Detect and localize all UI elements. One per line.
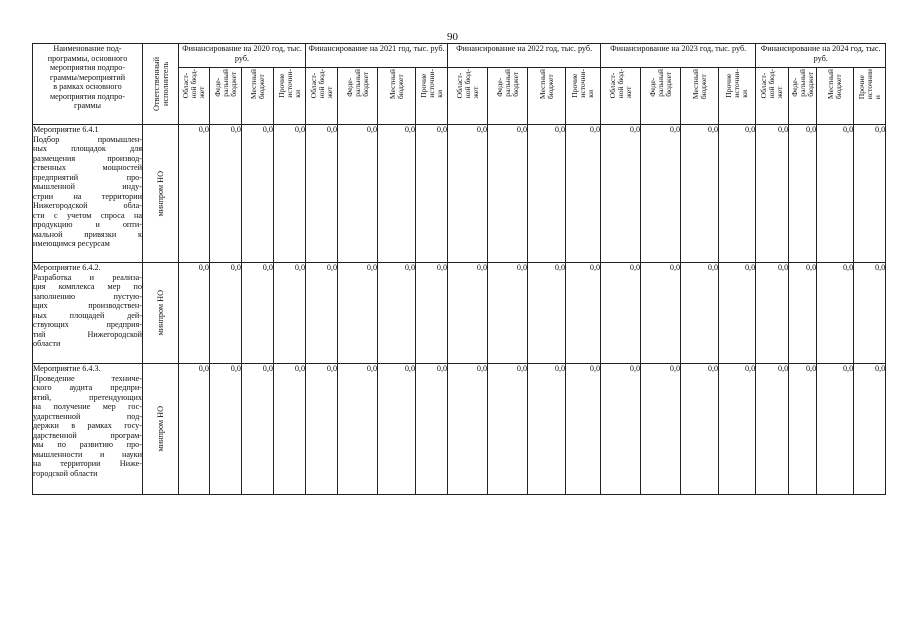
funding-value: 0,0	[274, 125, 306, 263]
table-row	[33, 263, 886, 364]
funding-value: 0,0	[681, 263, 719, 364]
funding-value: 0,0	[242, 263, 274, 364]
funding-value: 0,0	[416, 125, 448, 263]
header-source: Местный бюджет	[378, 68, 416, 125]
header-year-2022: Финансирование на 2022 год, тыс. руб.	[448, 44, 601, 68]
header-source: Прочие источни- ки	[719, 68, 756, 125]
header-source: Прочие источнии и	[854, 68, 886, 125]
header-source: Местный бюджет	[528, 68, 566, 125]
header-source: Феде- ральный бюджет	[789, 68, 817, 125]
header-source: Прочие источни- ки	[274, 68, 306, 125]
page-number: 90	[447, 31, 458, 43]
header-source: Местный бюджет	[681, 68, 719, 125]
funding-value: 0,0	[210, 364, 242, 495]
header-source: Местный бюджет	[242, 68, 274, 125]
funding-value: 0,0	[789, 125, 817, 263]
funding-value: 0,0	[488, 263, 528, 364]
funding-value: 0,0	[528, 364, 566, 495]
funding-value: 0,0	[274, 364, 306, 495]
header-source: Прочие источни- ки	[566, 68, 601, 125]
financing-table	[32, 43, 886, 495]
funding-value: 0,0	[306, 364, 338, 495]
funding-value: 0,0	[817, 125, 854, 263]
responsible-executor: минпром НО	[143, 364, 179, 495]
header-source: Област- ной бюд- жет	[179, 68, 210, 125]
funding-value: 0,0	[719, 125, 756, 263]
funding-value: 0,0	[488, 364, 528, 495]
table-row	[33, 364, 886, 495]
header-source: Феде- ральный бюджет	[210, 68, 242, 125]
table-body	[33, 125, 886, 495]
funding-value: 0,0	[566, 364, 601, 495]
funding-value: 0,0	[601, 263, 641, 364]
header-source: Област- ной бюд- жет	[306, 68, 338, 125]
funding-value: 0,0	[789, 364, 817, 495]
funding-value: 0,0	[817, 263, 854, 364]
funding-value: 0,0	[179, 263, 210, 364]
funding-value: 0,0	[306, 263, 338, 364]
funding-value: 0,0	[448, 125, 488, 263]
header-row-years	[33, 44, 886, 68]
funding-value: 0,0	[641, 364, 681, 495]
funding-value: 0,0	[338, 263, 378, 364]
funding-value: 0,0	[854, 364, 886, 495]
funding-value: 0,0	[210, 125, 242, 263]
funding-value: 0,0	[719, 263, 756, 364]
header-source: Област- ной бюд- жет	[601, 68, 641, 125]
header-year-2024: Финансирование на 2024 год, тыс. руб.	[756, 44, 886, 68]
measure-name: Мероприятие 6.4.1 Подбор промышлен- ных площадок для размещения производ- ственных мощностей предприятий про- мышленной инду- стрии на территории Нижегородской обла- сти с учетом спроса на продукцию и опти- мальной привязки к имеющимся ресурсам	[33, 125, 143, 263]
funding-value: 0,0	[528, 263, 566, 364]
funding-value: 0,0	[179, 364, 210, 495]
funding-value: 0,0	[641, 263, 681, 364]
funding-value: 0,0	[756, 125, 789, 263]
funding-value: 0,0	[566, 263, 601, 364]
funding-value: 0,0	[242, 125, 274, 263]
funding-value: 0,0	[448, 364, 488, 495]
funding-value: 0,0	[488, 125, 528, 263]
funding-value: 0,0	[817, 364, 854, 495]
header-source: Област- ной бюд- жет	[756, 68, 789, 125]
funding-value: 0,0	[756, 263, 789, 364]
header-responsible: Ответственный исполнитель	[143, 44, 179, 125]
header-name: Наименование под- программы, основного мероприятия подпро- граммы/мероприятий в рамках основного мероприятия подпро- граммы	[33, 44, 143, 125]
header-source: Местный бюджет	[817, 68, 854, 125]
funding-value: 0,0	[179, 125, 210, 263]
funding-value: 0,0	[601, 125, 641, 263]
funding-value: 0,0	[601, 364, 641, 495]
funding-value: 0,0	[210, 263, 242, 364]
funding-value: 0,0	[242, 364, 274, 495]
funding-value: 0,0	[378, 125, 416, 263]
header-source: Прочие источни- ки	[416, 68, 448, 125]
funding-value: 0,0	[416, 263, 448, 364]
funding-value: 0,0	[789, 263, 817, 364]
funding-value: 0,0	[274, 263, 306, 364]
responsible-executor: минпром НО	[143, 125, 179, 263]
funding-value: 0,0	[338, 125, 378, 263]
funding-value: 0,0	[416, 364, 448, 495]
funding-value: 0,0	[378, 263, 416, 364]
table-row	[33, 125, 886, 263]
funding-value: 0,0	[854, 125, 886, 263]
header-source: Феде- ральный бюджет	[641, 68, 681, 125]
header-year-2023: Финансирование на 2023 год, тыс. руб.	[601, 44, 756, 68]
funding-value: 0,0	[681, 125, 719, 263]
funding-value: 0,0	[756, 364, 789, 495]
funding-value: 0,0	[681, 364, 719, 495]
funding-value: 0,0	[566, 125, 601, 263]
header-year-2021: Финансирование на 2021 год, тыс. руб.	[306, 44, 448, 68]
funding-value: 0,0	[306, 125, 338, 263]
responsible-executor: минпром НО	[143, 263, 179, 364]
measure-name: Мероприятие 6.4.3. Проведение техниче- ского аудита предпри- ятий, претендующих на получение мер гос- ударственной под- держки в рамках госу- дарственной програм- мы по развитию про- мышленности и науки на территории Ниже- городской области	[33, 364, 143, 495]
header-source: Феде- ральный бюджет	[488, 68, 528, 125]
funding-value: 0,0	[378, 364, 416, 495]
funding-value: 0,0	[448, 263, 488, 364]
funding-value: 0,0	[854, 263, 886, 364]
funding-value: 0,0	[528, 125, 566, 263]
header-source: Феде- ральный бюджет	[338, 68, 378, 125]
header-year-2020: Финансирование на 2020 год, тыс. руб.	[179, 44, 306, 68]
funding-value: 0,0	[338, 364, 378, 495]
header-source: Област- ной бюд- жет	[448, 68, 488, 125]
measure-name: Мероприятие 6.4.2. Разработка и реализа- ция комплекса мер по заполнению пустую- щих производствен- ных площадей дей- ствующих предприя- тий Нижегородской области	[33, 263, 143, 364]
funding-value: 0,0	[719, 364, 756, 495]
funding-value: 0,0	[641, 125, 681, 263]
